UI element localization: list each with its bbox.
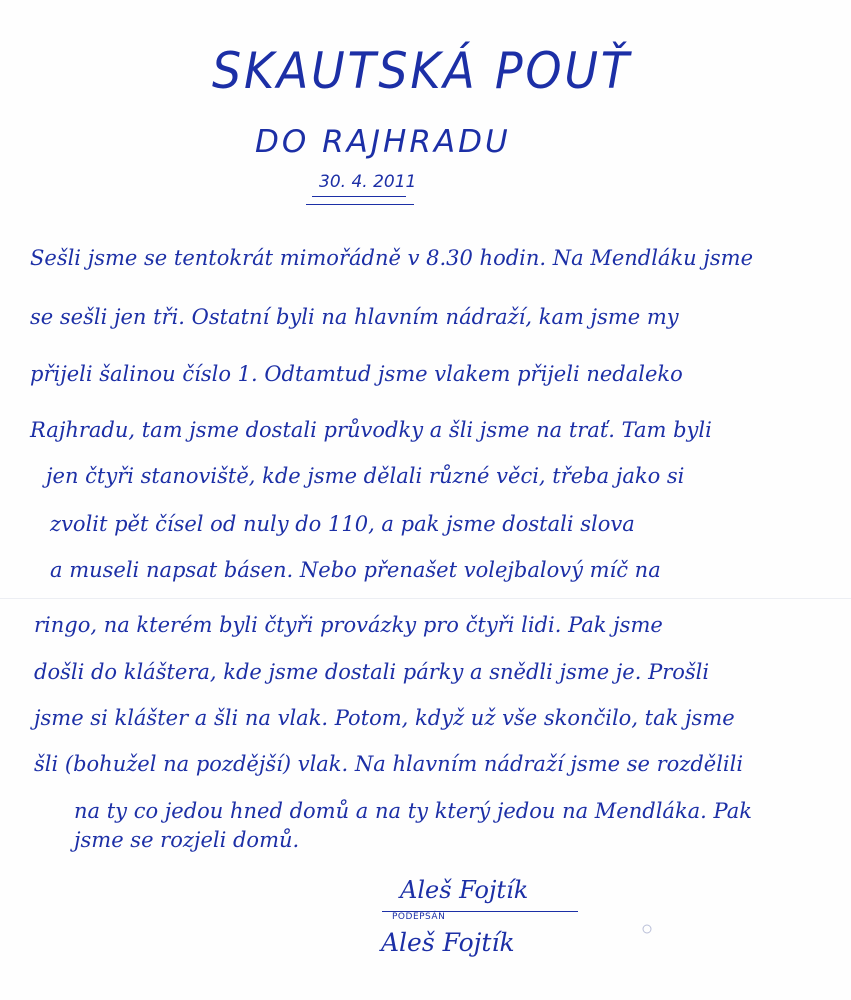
letter-title: SKAUTSKÁ POUŤ <box>212 42 632 100</box>
body-line: zvolit pět čísel od nuly do 110, a pak jsme dostali slova <box>50 512 635 536</box>
body-line: přijeli šalinou číslo 1. Odtamtud jsme vlakem přijeli nedaleko <box>30 362 683 386</box>
body-line: jsme se rozjeli domů. <box>74 828 300 852</box>
body-line: se sešli jen tři. Ostatní byli na hlavním nádraží, kam jsme my <box>30 305 679 329</box>
date-underline <box>312 196 406 197</box>
body-line: Rajhradu, tam jsme dostali průvodky a šli jsme na trať. Tam byli <box>30 418 712 442</box>
signer-name: Aleš Fojtík <box>381 928 515 957</box>
ink-smudge <box>640 922 654 936</box>
letter-subtitle: DO RAJHRADU <box>255 124 511 160</box>
body-line: šli (bohužel na pozdější) vlak. Na hlavním nádraží jsme se rozdělili <box>34 752 744 776</box>
body-line: došli do kláštera, kde jsme dostali párky a snědli jsme je. Prošli <box>34 660 710 684</box>
body-line: jsme si klášter a šli na vlak. Potom, když už vše skončilo, tak jsme <box>34 706 735 730</box>
body-line: jen čtyři stanoviště, kde jsme dělali různé věci, třeba jako si <box>46 464 685 488</box>
signature-caption: PODEPSÁN <box>392 912 446 922</box>
body-line: Sešli jsme se tentokrát mimořádně v 8.30 hodin. Na Mendláku jsme <box>30 246 754 270</box>
body-line: na ty co jedou hned domů a na ty který jedou na Mendláka. Pak <box>74 799 752 823</box>
letter-date: 30. 4. 2011 <box>319 172 417 192</box>
handwritten-signature: Aleš Fojtík <box>400 876 529 904</box>
body-line: a museli napsat básen. Nebo přenašet volejbalový míč na <box>50 558 661 582</box>
date-underline-second <box>306 204 414 205</box>
body-line: ringo, na kterém byli čtyři provázky pro čtyři lidi. Pak jsme <box>34 613 663 637</box>
paper-fold-line <box>0 598 851 599</box>
